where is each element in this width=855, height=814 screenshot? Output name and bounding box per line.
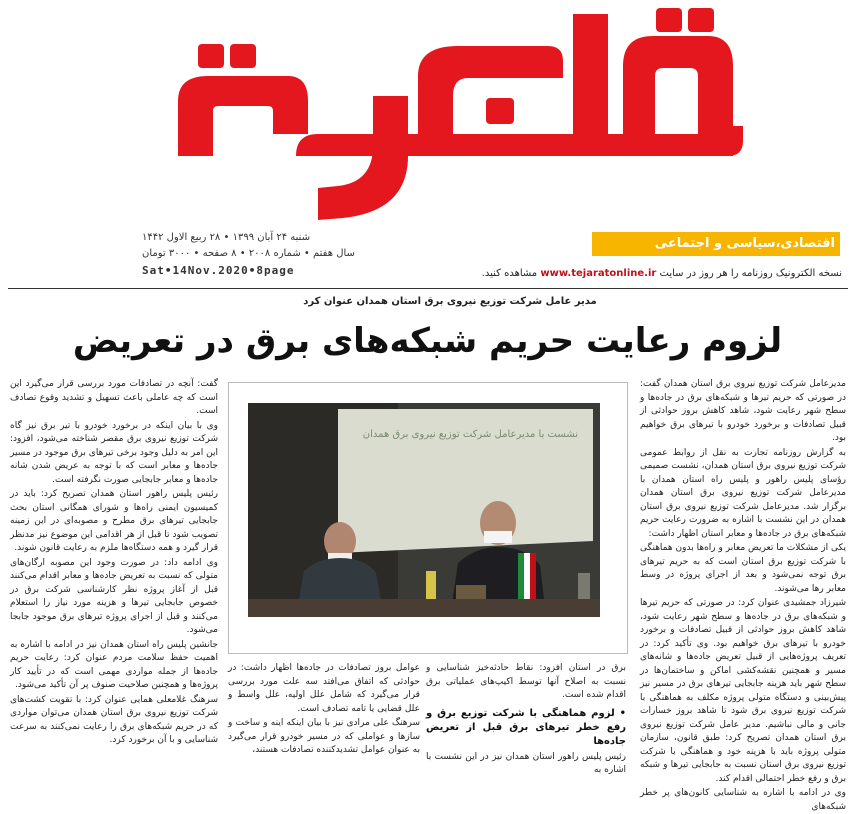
masthead-divider [8, 288, 848, 289]
paragraph: به گزارش روزنامه تجارت به نقل از روابط عمومی شرکت توزیع نیروی برق استان همدان، نشست صمیمی رؤسای پلیس راهور و پلیس راه استان همدان با مدیرعامل شرکت توزیع نیروی برق استان همدان برگزار شد. مدیرعامل شرکت توزیع نیروی برق استان همدان در این نشست با اشاره به ضرورت رعایت حریم شبکه‌های برق در جاده‌ها و معابر استان اظهار داشت: [640, 447, 846, 539]
article-column-right [640, 378, 846, 812]
meeting-photo [248, 403, 600, 617]
photo-banner-text: نشست با مدیرعامل شرکت توزیع نیروی برق همدان [362, 429, 578, 440]
paragraph: سرهنگ علی مرادی نیز با بیان اینکه اینه و ساخت و سازها و عواملی که در مسیر خودرو قرار می‌گیرد به عنوان عوامل تشدیدکننده تصادفات هستند، [228, 718, 420, 755]
article-column-middle-right [426, 662, 626, 775]
issue-date-english: Sat•14Nov.2020•8page [142, 264, 295, 277]
issue-date-persian: شنبه ۲۴ آبان ۱۳۹۹ • ۲۸ ربیع الاول ۱۴۴۲ [142, 232, 311, 243]
paragraph: رئیس پلیس راهور استان همدان نیز در این نشست با اشاره به [426, 751, 626, 775]
paragraph: سرهنگ غلامعلی همایی عنوان کرد: با تقویت کشت‌های شرکت توزیع نیروی برق استان همدان می‌توان مواردی که در حریم شبکه‌های برق را رعایت نمی‌کنند به سرعت شناسایی و با آن برخورد کرد. [10, 694, 218, 745]
paragraph: شیرزاد جمشیدی عنوان کرد: در صورتی که حریم تیرها و شبکه‌های برق در جاده‌ها و سطح شهر رعایت شود، شاهد کاهش بروز حوادثی از قبیل تصادفات و برخورد خودرو با تیرهای برق خواهیم بود. وی تأکید کرد: در تعریف پروژه‌هایی از قبیل تعریض جاده‌ها و شانه‌های مسیر و همچنین نقشه‌کشی اماکن و ساختمان‌ها در سطح شهر باید هزینه جابجایی تیرهای برق در مسیر نیز پیش‌بینی و دستگاه متولی پروژه مکلف به هماهنگی با شرکت توزیع نیروی برق شود تا شاهد بروز خسارات جانی و مالی نباشیم. مدیر عامل شرکت توزیع نیروی برق استان همدان تصریح کرد: طبق قانون، سازمان متولی پروژه باید با هزینه خود و هماهنگی با شرکت توزیع نیروی برق استان نسبت به جابجایی تیرها و شبکه برق و رفع خطر احتمالی اقدام کند. [640, 598, 846, 784]
article-kicker: مدیر عامل شرکت توزیع نیروی برق استان همدان عنوان کرد [303, 296, 597, 307]
paragraph: گفت: آنچه در تصادفات مورد بررسی قرار می‌گیرد این است که چه عاملی باعث تسهیل و تشدید وقوع تصادف است. [10, 379, 218, 416]
paragraph: وی در ادامه با اشاره به شناسایی کانون‌های پر خطر شبکه‌های [640, 788, 846, 812]
paragraph: مدیرعامل شرکت توزیع نیروی برق استان همدان گفت: در صورتی که حریم تیرها و شبکه‌های برق در جاده‌ها و سطح شهر رعایت شود، شاهد کاهش بروز حوادثی از قبیل تصادفات و برخورد خودرو با تیرهای برق خواهیم بود. [640, 379, 846, 443]
paragraph: رئیس پلیس راهور استان همدان تصریح کرد: باید در کمیسیون ایمنی راه‌ها و شورای همگانی استان بحث جابجایی تیرهای برق مطرح و مصوبه‌ای در این زمینه تصویب شود تا قبل از هر اقدامی این موضوع نیز مدنظر قرار گیرد و همه دستگاه‌ها ملزم به رعایت قانون شوند. [10, 489, 218, 553]
paragraph: وی ادامه داد: در صورت وجود این مصوبه ارگان‌های متولی که نسبت به تعریض جاده‌ها و معابر اقدام می‌کنند قبل از آغاز پروژه نظر کارشناسی شرکت برق در خصوص جابجایی تیرها و هزینه مورد نیاز را استعلام می‌کنند و قبل از اجرای پروژه تیرهای برق موجود جابجا می‌شود. [10, 557, 218, 635]
issue-number: سال هفتم • شماره ۲۰۰۸ • ۸ صفحه • ۳۰۰۰ تومان [142, 248, 355, 259]
masthead-subtitle: اقتصادی،سیاسی و اجتماعی [654, 236, 835, 251]
paragraph: عوامل بروز تصادفات در جاده‌ها اظهار داشت: در حوادثی که اتفاق می‌افتد سه علت مورد بررسی قرار می‌گیرد که شامل علل اولیه، علل واسط و علل قضایی یا تامه تصادف است. [228, 663, 420, 714]
article-column-middle-left [228, 662, 420, 766]
website-link[interactable]: www.tejaratonline.ir [540, 268, 657, 279]
paragraph: جانشین پلیس راه استان همدان نیز در ادامه با اشاره به اهمیت حفظ سلامت مردم عنوان کرد: رعایت حریم جاده‌ها از جمله مواردی مهمی است که در تأیید کار پروژه‌ها و همچنین صلاحیت صنوف پر آن تأکید می‌شود. [10, 639, 218, 690]
tejarat-logo [168, 6, 753, 232]
online-note-after: مشاهده کنید. [481, 268, 538, 279]
article-column-left [10, 378, 218, 766]
paragraph: وی با بیان اینکه در برخورد خودرو با تیر برق نیز گاه شرکت توزیع نیروی برق مقصر شناخته می‌شود، افزود: این امر به دلیل وجود برخی تیرهای برق موجود در مسیر جاده‌ها و معابر است که با توجه به عریض شدن شانه جاده‌ها و معابر جابجایی صورت نگرفته است. [10, 420, 218, 485]
article-headline: لزوم رعایت حریم شبکه‌های برق در تعریض [72, 321, 783, 361]
article-subheading: • لزوم هماهنگی با شرکت توزیع برق و رفع خطر تیرهای برق قبل از تعریض جاده‌ها [426, 707, 626, 747]
online-edition-note [392, 268, 842, 279]
online-note-before: نسخه الکترونیک روزنامه را هر روز در سایت [659, 268, 842, 279]
paragraph: برق در استان افزود: نقاط حادثه‌خیز شناسایی و نسبت به اصلاح آنها توسط اکیپ‌های عملیاتی برق اقدام شده است. [426, 663, 626, 700]
paragraph: یکی از مشکلات ما تعریض معابر و راه‌ها بدون هماهنگی با شرکت توزیع برق استان است که به حریم تیرهای برق توجه نمی‌شود و بعد از اجرای پروژه در وسط معابر رها می‌شوند. [640, 543, 846, 594]
